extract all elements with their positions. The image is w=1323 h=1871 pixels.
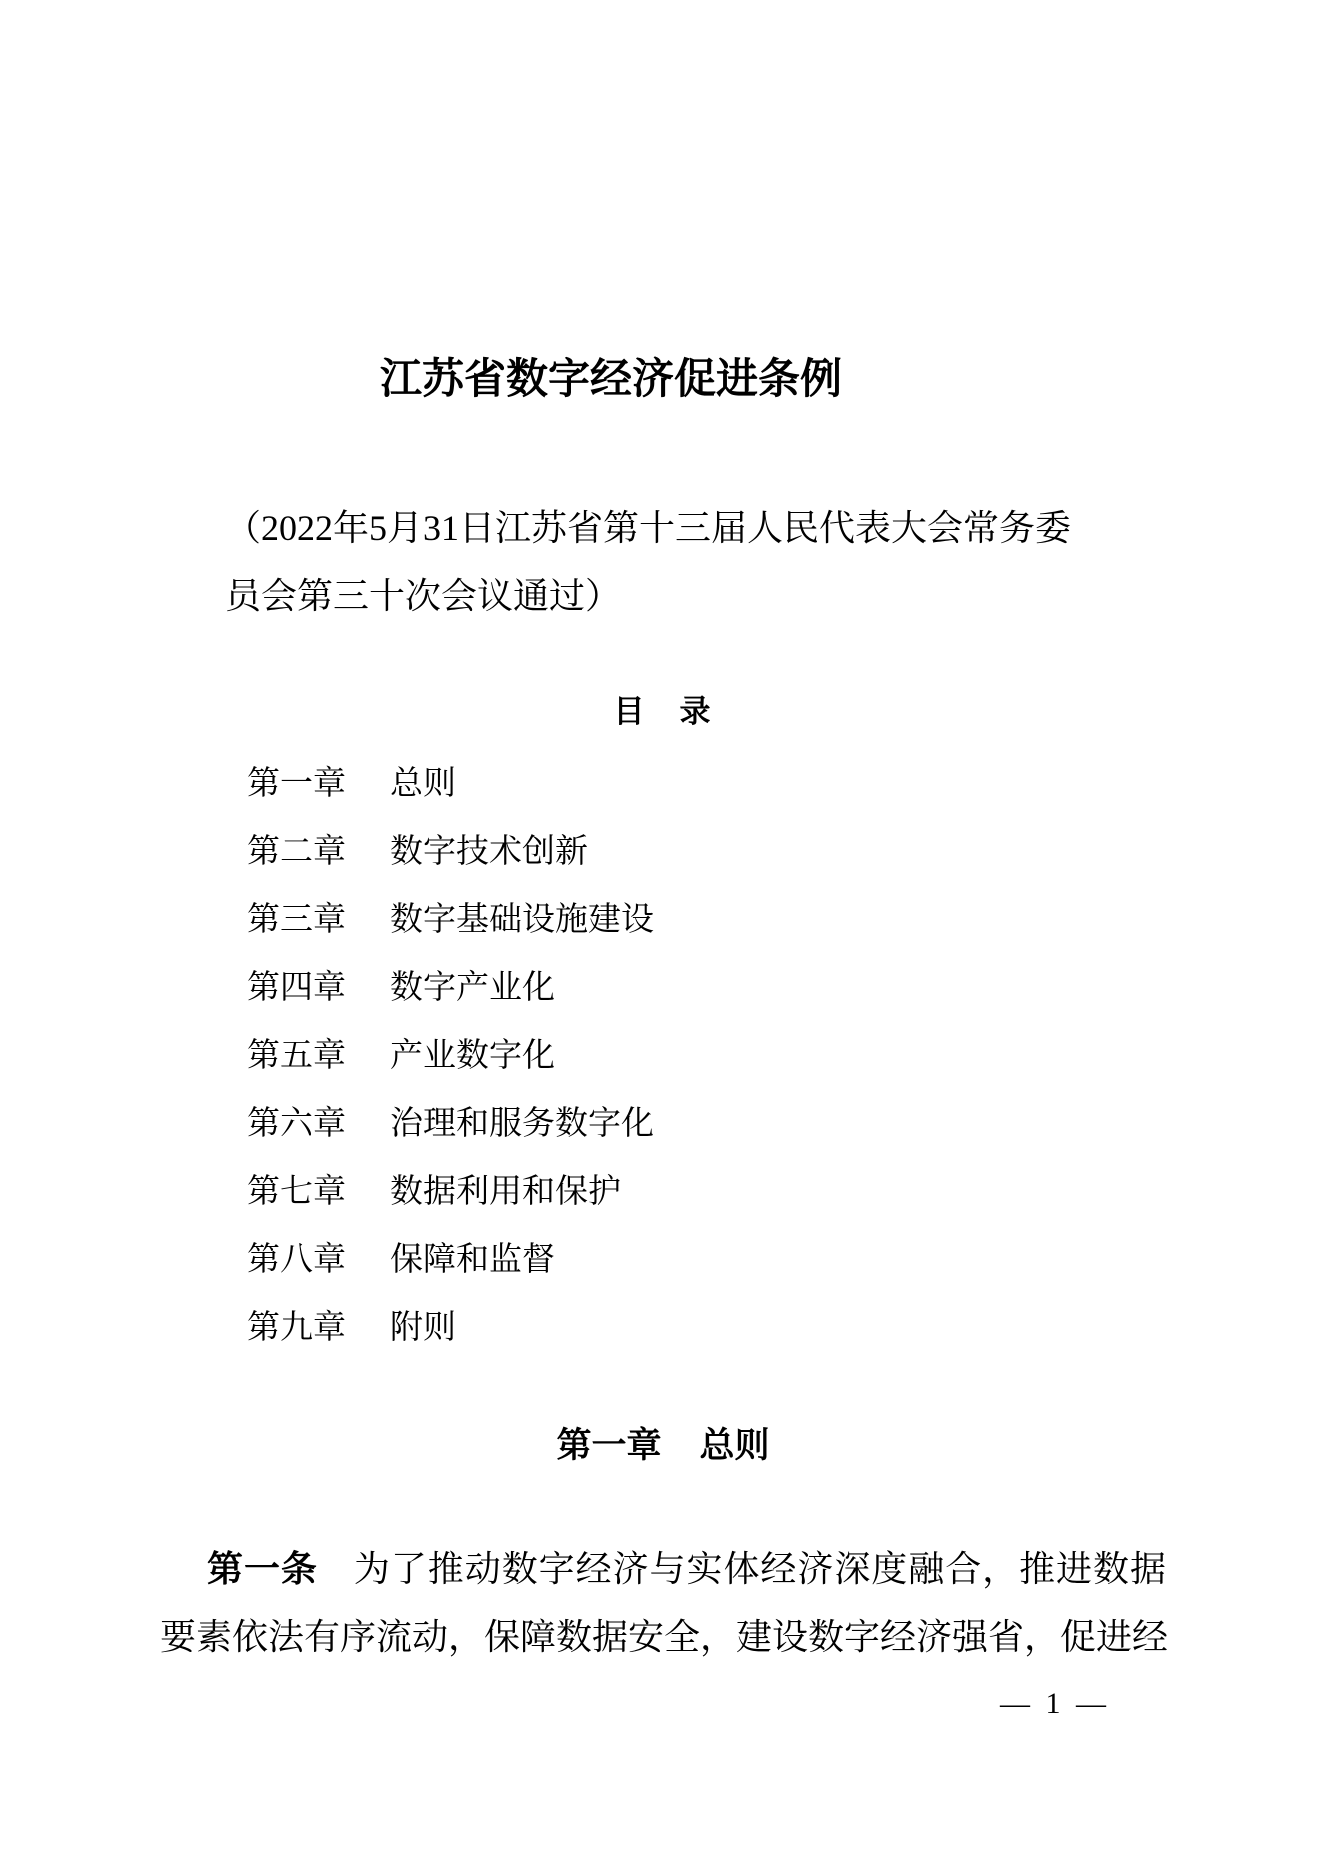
toc-chapter-title: 数据利用和保护 — [390, 1174, 621, 1210]
toc-list — [247, 750, 1147, 1362]
toc-item — [247, 1226, 1147, 1294]
toc-chapter-title: 保障和监督 — [390, 1242, 555, 1278]
toc-chapter-number: 第四章 — [247, 970, 346, 1006]
toc-heading: 目 录 — [613, 694, 713, 729]
toc-item — [247, 750, 1147, 818]
toc-item — [247, 886, 1147, 954]
page-number: — 1 — — [1000, 1687, 1110, 1720]
toc-chapter-title: 数字技术创新 — [390, 834, 588, 870]
toc-chapter-number: 第六章 — [247, 1106, 346, 1142]
toc-chapter-title: 数字基础设施建设 — [390, 902, 654, 938]
enactment-note — [225, 494, 1125, 630]
toc-item — [247, 954, 1147, 1022]
article-one-paragraph — [160, 1535, 1169, 1671]
toc-item — [247, 1090, 1147, 1158]
toc-chapter-title: 总则 — [390, 766, 456, 802]
toc-chapter-title: 数字产业化 — [390, 970, 555, 1006]
toc-chapter-number: 第二章 — [247, 834, 346, 870]
article-number: 第一条 — [207, 1548, 318, 1589]
toc-item — [247, 818, 1147, 886]
toc-chapter-number: 第七章 — [247, 1174, 346, 1210]
enactment-note-line2: 员会第三十次会议通过） — [225, 576, 622, 616]
chapter-number: 第一章 — [556, 1426, 662, 1465]
toc-chapter-title: 附则 — [390, 1310, 456, 1346]
article-text: 为了推动数字经济与实体经济深度融合，推进数据 — [353, 1549, 1166, 1589]
article-line — [160, 1535, 1166, 1603]
toc-item — [247, 1158, 1147, 1226]
article-line: 要素依法有序流动，保障数据安全，建设数字经济强省，促进经 — [160, 1617, 1169, 1657]
toc-chapter-number: 第五章 — [247, 1038, 346, 1074]
toc-chapter-number: 第九章 — [247, 1310, 346, 1346]
toc-item — [247, 1022, 1147, 1090]
toc-chapter-number: 第八章 — [247, 1242, 346, 1278]
enactment-note-line1: （2022年5月31日江苏省第十三届人民代表大会常务委 — [225, 508, 1072, 548]
chapter-one-heading — [160, 1424, 1166, 1468]
toc-chapter-number: 第三章 — [247, 902, 346, 938]
document-title: 江苏省数字经济促进条例 — [380, 357, 843, 403]
toc-chapter-number: 第一章 — [247, 766, 346, 802]
chapter-title: 总则 — [699, 1426, 770, 1465]
toc-chapter-title: 治理和服务数字化 — [390, 1106, 654, 1142]
toc-chapter-title: 产业数字化 — [390, 1038, 555, 1074]
toc-item — [247, 1294, 1147, 1362]
